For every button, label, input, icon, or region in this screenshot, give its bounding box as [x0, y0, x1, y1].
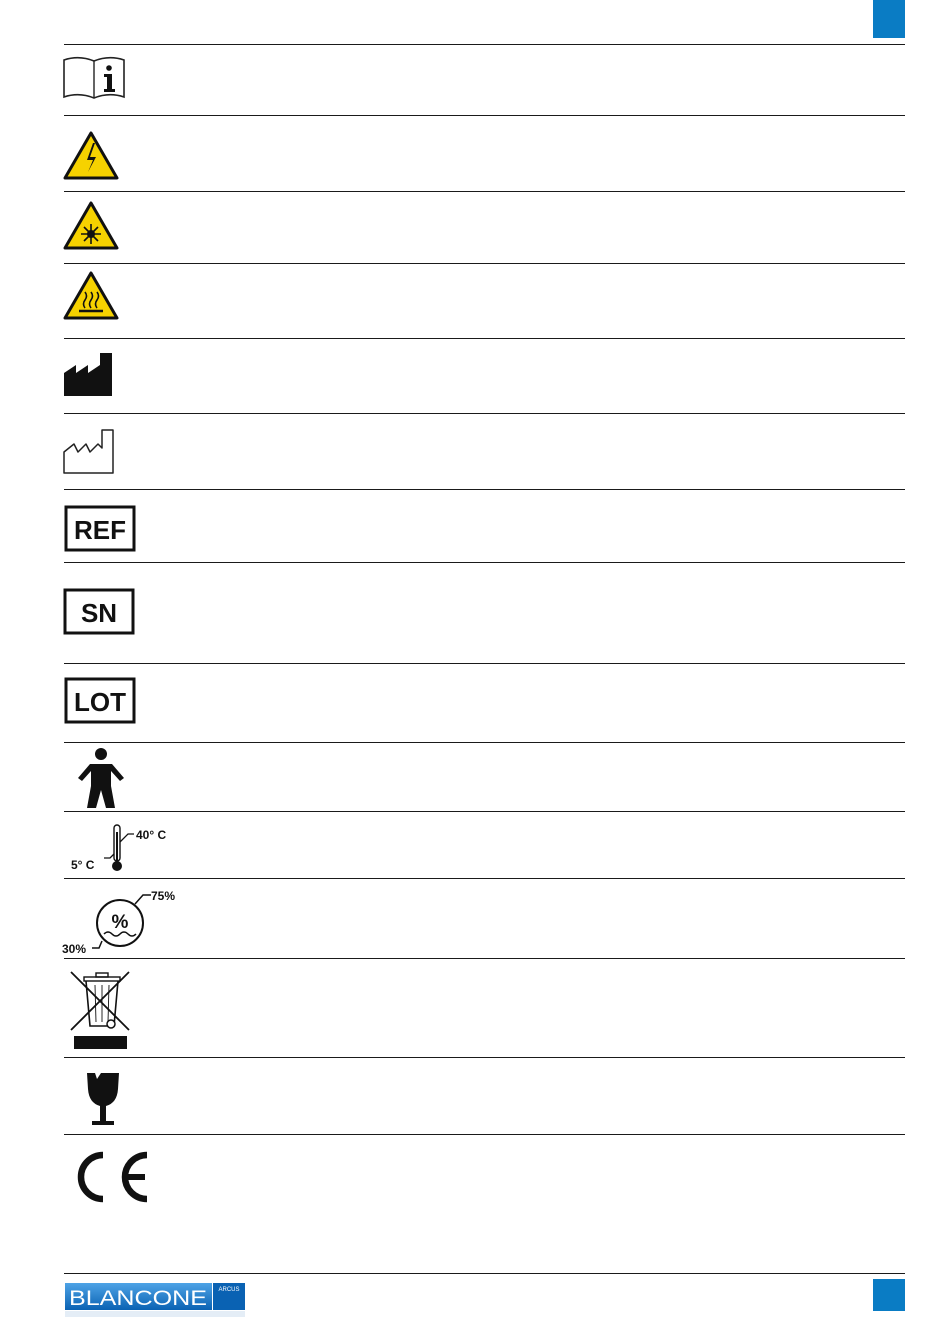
humidity-limit-icon — [61, 886, 186, 958]
temperature-high-label: 40° C — [136, 828, 167, 842]
humidity-low-label: 30% — [62, 942, 87, 956]
temperature-low-label: 5° C — [71, 858, 95, 872]
date-of-manufacture-icon — [63, 428, 115, 474]
brand-name: BLANCONE — [69, 1287, 207, 1310]
row-divider — [64, 562, 905, 563]
electrical-hazard-icon — [63, 130, 119, 180]
weee-disposal-icon — [68, 968, 132, 1052]
fragile-icon — [85, 1071, 121, 1127]
row-divider — [64, 263, 905, 264]
row-divider — [64, 742, 905, 743]
manufacturer-icon — [63, 351, 115, 397]
row-divider — [64, 663, 905, 664]
row-divider — [64, 44, 905, 45]
instructions-for-use-icon — [63, 56, 125, 102]
row-divider — [64, 811, 905, 812]
row-divider — [64, 338, 905, 339]
row-divider — [64, 878, 905, 879]
row-divider — [64, 413, 905, 414]
page-corner-tab-bottom — [873, 1279, 905, 1311]
sn-label: SN — [80, 598, 118, 628]
page-corner-tab-top — [873, 0, 905, 38]
row-divider — [64, 958, 905, 959]
brand-sub: ARCUS — [218, 1287, 240, 1293]
humidity-high-label: 75% — [151, 889, 176, 903]
ref-label: REF — [74, 515, 126, 545]
footer-divider — [64, 1273, 905, 1274]
temperature-limit-icon — [68, 822, 178, 874]
humidity-glyph: % — [111, 912, 129, 933]
ce-mark-icon — [73, 1149, 153, 1205]
row-divider — [64, 1057, 905, 1058]
lot-label: LOT — [74, 687, 126, 717]
row-divider — [64, 489, 905, 490]
row-divider — [64, 1134, 905, 1135]
optical-radiation-icon — [63, 200, 119, 250]
batch-code-icon — [64, 677, 136, 724]
row-divider — [64, 191, 905, 192]
hot-surface-icon — [63, 270, 119, 320]
catalogue-number-icon — [64, 505, 136, 552]
serial-number-icon — [63, 588, 135, 635]
row-divider — [64, 115, 905, 116]
brand-logo — [64, 1279, 246, 1319]
applied-part-icon — [76, 746, 126, 810]
